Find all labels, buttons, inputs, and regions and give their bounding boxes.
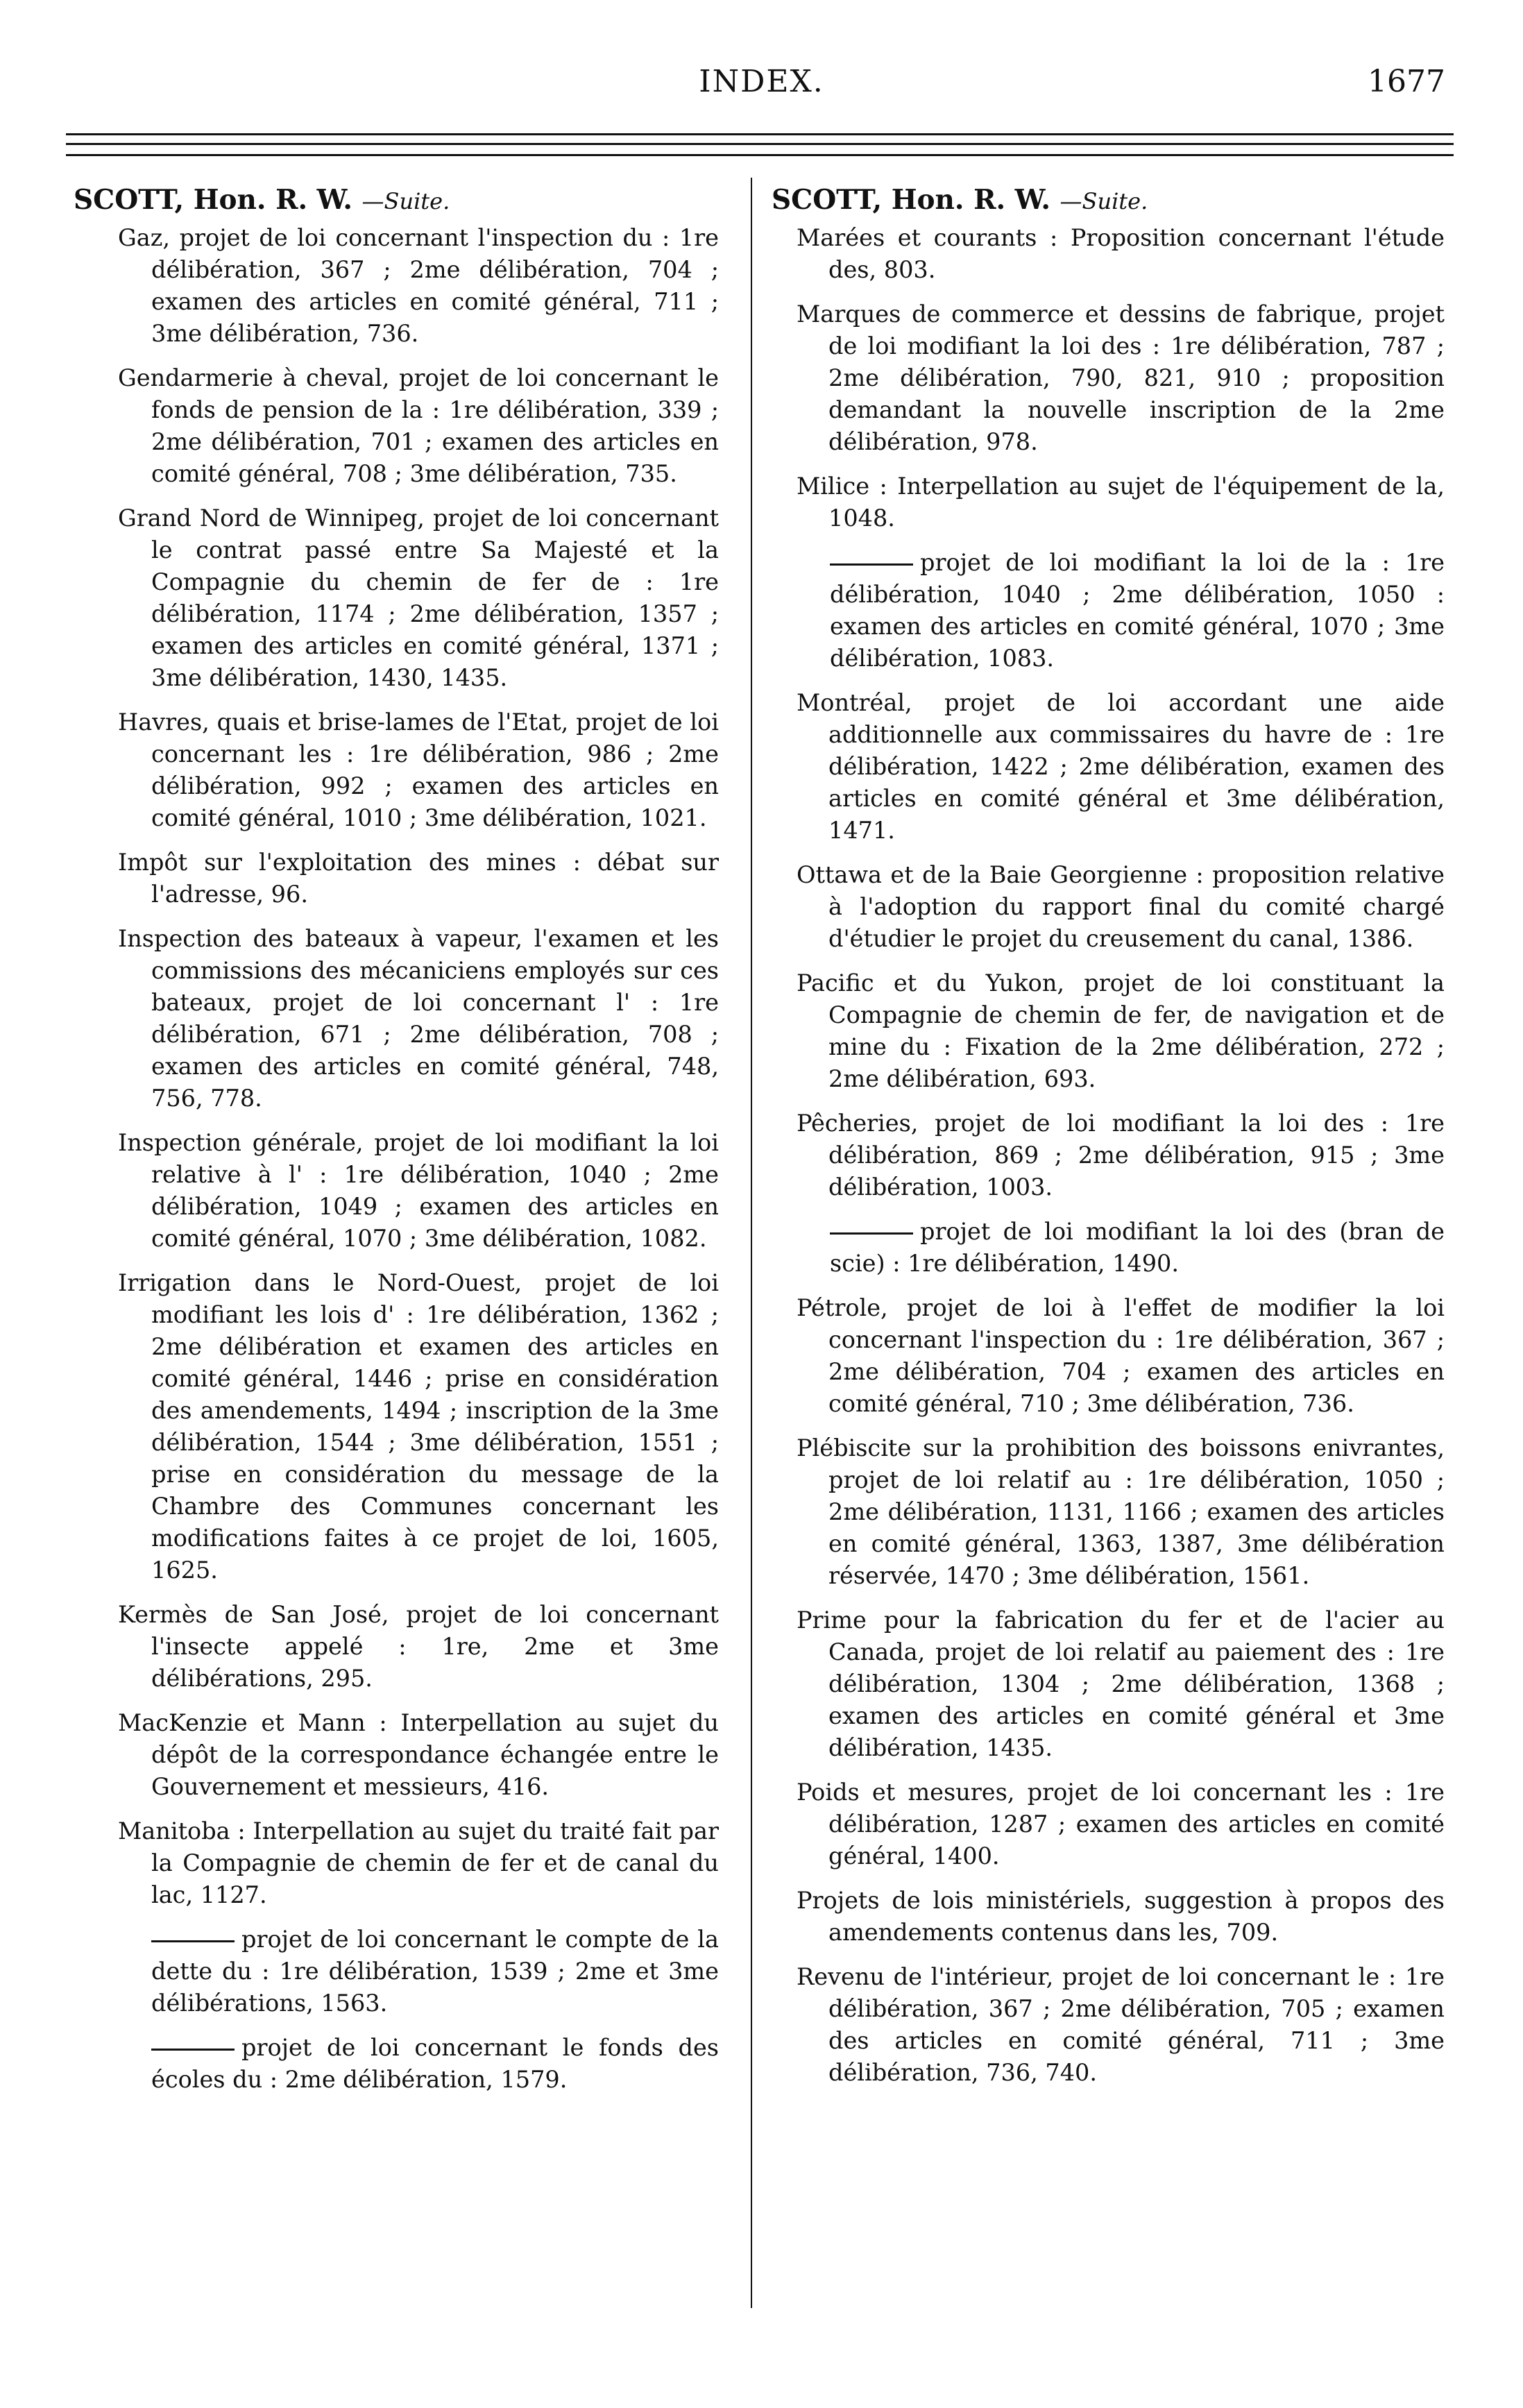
index-entry-text: Pacific et du Yukon, projet de loi constituant la Compagnie de chemin de fer, de navigation et de mine du : Fixation de la 2me délibération, 272 ; 2me délibération, 693.: [797, 969, 1445, 1092]
index-entry-text: Inspection des bateaux à vapeur, l'examen et les commissions des mécaniciens employés sur ces bateaux, projet de loi concernant l' : 1re délibération, 671 ; 2me délibération, 708 ; examen des articles en comité général, 748, 756, 778.: [118, 925, 719, 1112]
header-rule-bottom: [66, 154, 1454, 156]
index-entry: [118, 502, 719, 694]
right-entries: [772, 222, 1445, 2089]
index-entry: [797, 859, 1445, 955]
index-entry: [797, 547, 1445, 675]
index-entry: [797, 1432, 1445, 1592]
index-entry: [797, 1604, 1445, 1764]
index-entry: [118, 1599, 719, 1695]
index-entry: [118, 1815, 719, 1911]
index-entry: [797, 470, 1445, 534]
left-column-heading: [74, 182, 719, 219]
ditto-dash: [151, 1940, 235, 1942]
right-column: [772, 182, 1445, 2101]
index-entry-text: Milice : Interpellation au sujet de l'équipement de la, 1048.: [797, 473, 1445, 532]
index-entry-text: Inspection générale, projet de loi modifiant la loi relative à l' : 1re délibération, 1040 ; 2me délibération, 1049 ; examen des articles en comité général, 1070 ; 3me délibération, 1082.: [118, 1129, 719, 1252]
index-entry: [797, 1216, 1445, 1280]
index-entry-text: Pétrole, projet de loi à l'effet de modifier la loi concernant l'inspection du : 1re délibération, 367 ; 2me délibération, 704 ; examen des articles en comité général, 710 ; 3me délibération, 736.: [797, 1294, 1445, 1417]
ditto-dash: [830, 563, 913, 566]
index-entry: [797, 298, 1445, 458]
page-title: INDEX.: [699, 64, 824, 99]
heading-name: SCOTT, Hon. R. W.: [772, 184, 1050, 216]
heading-name: SCOTT, Hon. R. W.: [74, 184, 352, 216]
index-entry: [797, 687, 1445, 847]
index-entry-text: Ottawa et de la Baie Georgienne : proposition relative à l'adoption du rapport final du comité chargé d'étudier le projet du creusement du canal, 1386.: [797, 861, 1445, 952]
index-entry: [118, 362, 719, 490]
index-entry: [797, 967, 1445, 1095]
page-header: [0, 64, 1523, 112]
index-entry-text: Montréal, projet de loi accordant une aide additionnelle aux commissaires du havre de : 1re délibération, 1422 ; 2me délibération, examen des articles en comité général et 3me délibération, 1471.: [797, 689, 1445, 844]
index-entry: [118, 706, 719, 834]
index-entry-text: Marques de commerce et dessins de fabrique, projet de loi modifiant la loi des : 1re délibération, 787 ; 2me délibération, 790, 821, 910 ; proposition demandant la nouvelle inscription de la 2me délibération, 978.: [797, 300, 1445, 455]
left-column: [74, 182, 719, 2108]
index-entry-text: Impôt sur l'exploitation des mines : débat sur l'adresse, 96.: [118, 849, 719, 908]
index-entry-text: projet de loi concernant le fonds des écoles du : 2me délibération, 1579.: [151, 2034, 719, 2093]
index-entry: [797, 222, 1445, 286]
index-entry-text: Plébiscite sur la prohibition des boissons enivrantes, projet de loi relatif au : 1re délibération, 1050 ; 2me délibération, 1131, 1166 ; examen des articles en comité général, 1363, 1387, 3me délibération réservée, 1470 ; 3me délibération, 1561.: [797, 1434, 1445, 1589]
index-entry: [118, 1267, 719, 1586]
right-column-heading: [772, 182, 1445, 219]
index-entry-text: Irrigation dans le Nord-Ouest, projet de loi modifiant les lois d' : 1re délibération, 1362 ; 2me délibération et examen des articles en comité général, 1446 ; prise en considération des amendements, 1494 ; inscription de la 3me délibération, 1544 ; 3me délibération, 1551 ; prise en considération du message de la Chambre des Communes concernant les modifications faites à ce projet de loi, 1605, 1625.: [118, 1269, 719, 1584]
index-entry: [118, 2032, 719, 2096]
header-rule-top: [66, 133, 1454, 135]
index-entry: [118, 1707, 719, 1803]
ditto-dash: [830, 1232, 913, 1235]
index-entry: [797, 1108, 1445, 1203]
index-entry-text: projet de loi concernant le compte de la dette du : 1re délibération, 1539 ; 2me et 3me délibérations, 1563.: [151, 1926, 719, 2017]
index-entry-text: Gendarmerie à cheval, projet de loi concernant le fonds de pension de la : 1re délibération, 339 ; 2me délibération, 701 ; examen des articles en comité général, 708 ; 3me délibération, 735.: [118, 364, 719, 487]
heading-suite: —Suite.: [361, 188, 450, 214]
ditto-dash: [151, 2049, 235, 2051]
index-entry-text: Revenu de l'intérieur, projet de loi concernant le : 1re délibération, 367 ; 2me délibération, 705 ; examen des articles en comité général, 711 ; 3me délibération, 736, 740.: [797, 1963, 1445, 2086]
index-entry-text: MacKenzie et Mann : Interpellation au sujet du dépôt de la correspondance échangée entre le Gouvernement et messieurs, 416.: [118, 1709, 719, 1800]
index-entry-text: projet de loi modifiant la loi des (bran de scie) : 1re délibération, 1490.: [830, 1218, 1445, 1277]
index-entry: [118, 847, 719, 910]
index-entry-text: Pêcheries, projet de loi modifiant la loi des : 1re délibération, 869 ; 2me délibération, 915 ; 3me délibération, 1003.: [797, 1110, 1445, 1201]
column-divider: [751, 178, 752, 2308]
index-entry: [797, 1961, 1445, 2089]
heading-suite: —Suite.: [1060, 188, 1148, 214]
index-entry: [118, 1127, 719, 1255]
index-entry-text: Manitoba : Interpellation au sujet du traité fait par la Compagnie de chemin de fer et de canal du lac, 1127.: [118, 1817, 719, 1908]
index-entry-text: Gaz, projet de loi concernant l'inspection du : 1re délibération, 367 ; 2me délibération, 704 ; examen des articles en comité général, 711 ; 3me délibération, 736.: [118, 224, 719, 347]
header-rule-middle: [66, 143, 1454, 145]
index-entry: [797, 1885, 1445, 1949]
index-entry-text: Grand Nord de Winnipeg, projet de loi concernant le contrat passé entre Sa Majesté et la Compagnie du chemin de fer de : 1re délibération, 1174 ; 2me délibération, 1357 ; examen des articles en comité général, 1371 ; 3me délibération, 1430, 1435.: [118, 505, 719, 691]
index-entry-text: Poids et mesures, projet de loi concernant les : 1re délibération, 1287 ; examen des articles en comité général, 1400.: [797, 1779, 1445, 1869]
page-number: 1677: [1368, 64, 1445, 99]
index-entry: [797, 1292, 1445, 1420]
index-entry: [118, 222, 719, 350]
index-entry-text: Havres, quais et brise-lames de l'Etat, projet de loi concernant les : 1re délibération, 986 ; 2me délibération, 992 ; examen des articles en comité général, 1010 ; 3me délibération, 1021.: [118, 709, 719, 831]
index-entry: [797, 1777, 1445, 1872]
index-entry-text: projet de loi modifiant la loi de la : 1re délibération, 1040 ; 2me délibération, 1050 : examen des articles en comité général, 1070 ; 3me délibération, 1083.: [830, 549, 1445, 672]
index-entry-text: Marées et courants : Proposition concernant l'étude des, 803.: [797, 224, 1445, 283]
index-entry-text: Projets de lois ministériels, suggestion à propos des amendements contenus dans les, 709.: [797, 1887, 1445, 1946]
index-entry-text: Prime pour la fabrication du fer et de l'acier au Canada, projet de loi relatif au paiement des : 1re délibération, 1304 ; 2me délibération, 1368 ; examen des articles en comité général et 3me délibération, 1435.: [797, 1606, 1445, 1761]
index-entry: [118, 923, 719, 1114]
left-entries: [74, 222, 719, 2096]
index-entry-text: Kermès de San José, projet de loi concernant l'insecte appelé : 1re, 2me et 3me délibérations, 295.: [118, 1601, 719, 1692]
index-entry: [118, 1924, 719, 2019]
